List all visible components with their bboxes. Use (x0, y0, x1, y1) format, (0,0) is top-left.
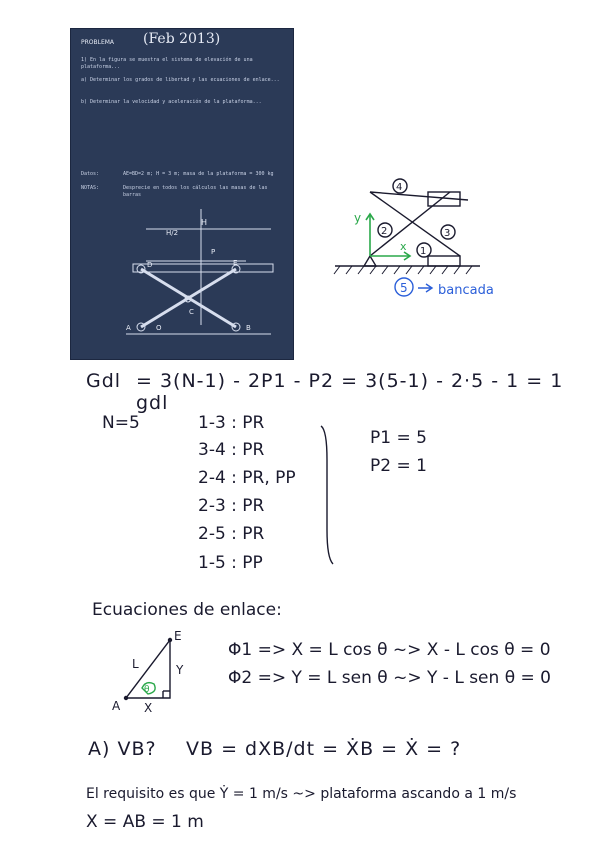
triangle-sketch (108, 628, 208, 714)
photo-header: (Feb 2013) (143, 31, 221, 47)
photo-label-a: A (126, 324, 131, 332)
n-value: N=5 (102, 413, 140, 433)
sketch-body-3: 3 (444, 228, 451, 239)
sketch-bancada: bancada (438, 283, 494, 298)
photo-label-o: O (156, 324, 162, 332)
photo-notas-label: NOTAS: (81, 185, 100, 191)
tri-label-y: Y (176, 663, 184, 677)
mechanism-sketch (320, 170, 560, 310)
tri-label-a: A (112, 699, 121, 713)
p2-value: P2 = 1 (370, 456, 427, 476)
sketch-body-4: 4 (396, 182, 403, 193)
photo-label-c: C (189, 308, 194, 316)
enlace-heading: Ecuaciones de enlace: (92, 600, 282, 620)
tri-label-x: X (144, 701, 153, 714)
problem-photo (70, 28, 294, 360)
tri-label-l: L (132, 657, 139, 671)
x-ab-value: X = AB = 1 m (86, 812, 204, 832)
p1-value: P1 = 5 (370, 428, 427, 448)
sketch-axis-x: x (400, 240, 407, 253)
photo-mechanism (71, 29, 293, 359)
pair-5: 2-5 : PR (198, 524, 265, 544)
gdl-equation: = 3(N-1) - 2P1 - P2 = 3(5-1) - 2·5 - 1 = 1 gdl (136, 370, 564, 414)
photo-paragraph-3: b) Determinar la velocidad y aceleración de la plataforma... (81, 99, 262, 105)
photo-problem-label: PROBLEMA (81, 39, 115, 46)
photo-label-h: H (201, 218, 208, 227)
photo-label-h2: H/2 (166, 229, 179, 237)
gdl-label: Gdl (86, 370, 122, 392)
pair-3: 2-4 : PR, PP (198, 468, 296, 488)
sketch-axis-y: y (354, 211, 362, 225)
sketch-body-1: 1 (420, 246, 427, 257)
phi1-equation: Φ1 => X = L cos θ ~> X - L cos θ = 0 (228, 640, 551, 660)
bracket-line (315, 420, 345, 570)
photo-label-p: P (211, 248, 216, 256)
sketch-body-2: 2 (381, 226, 388, 237)
pair-2: 3-4 : PR (198, 440, 265, 460)
pair-4: 2-3 : PR (198, 496, 265, 516)
photo-notas-text: Desprecie en todos los cálculos las masas de las barras (123, 185, 271, 198)
pair-6: 1-5 : PP (198, 553, 263, 573)
photo-paragraph-1: 1) En la figura se muestra el sistema de elevación de una plataforma... (81, 57, 256, 70)
tri-theta: θ (144, 685, 150, 695)
tri-label-e: E (174, 629, 182, 643)
vb-question: A) VB? (88, 738, 157, 760)
vb-equation: VB = dXB/dt = ẊB = Ẋ = ? (186, 738, 462, 760)
photo-datos-text: AE=BD=2 m; H = 3 m; masa de la plataforma = 300 kg (123, 171, 274, 177)
phi2-equation: Φ2 => Y = L sen θ ~> Y - L sen θ = 0 (228, 668, 551, 688)
pair-1: 1-3 : PR (198, 413, 265, 433)
photo-label-b: B (246, 324, 251, 332)
photo-datos-label: Datos: (81, 171, 100, 177)
photo-label-d: D (147, 261, 153, 269)
photo-label-e: E (233, 259, 238, 267)
photo-paragraph-2: a) Determinar los grados de libertad y las ecuaciones de enlace... (81, 77, 280, 83)
sketch-body-5: 5 (400, 281, 408, 295)
requisito-text: El requisito es que Ẏ = 1 m/s ~> plataforma ascando a 1 m/s (86, 786, 517, 802)
